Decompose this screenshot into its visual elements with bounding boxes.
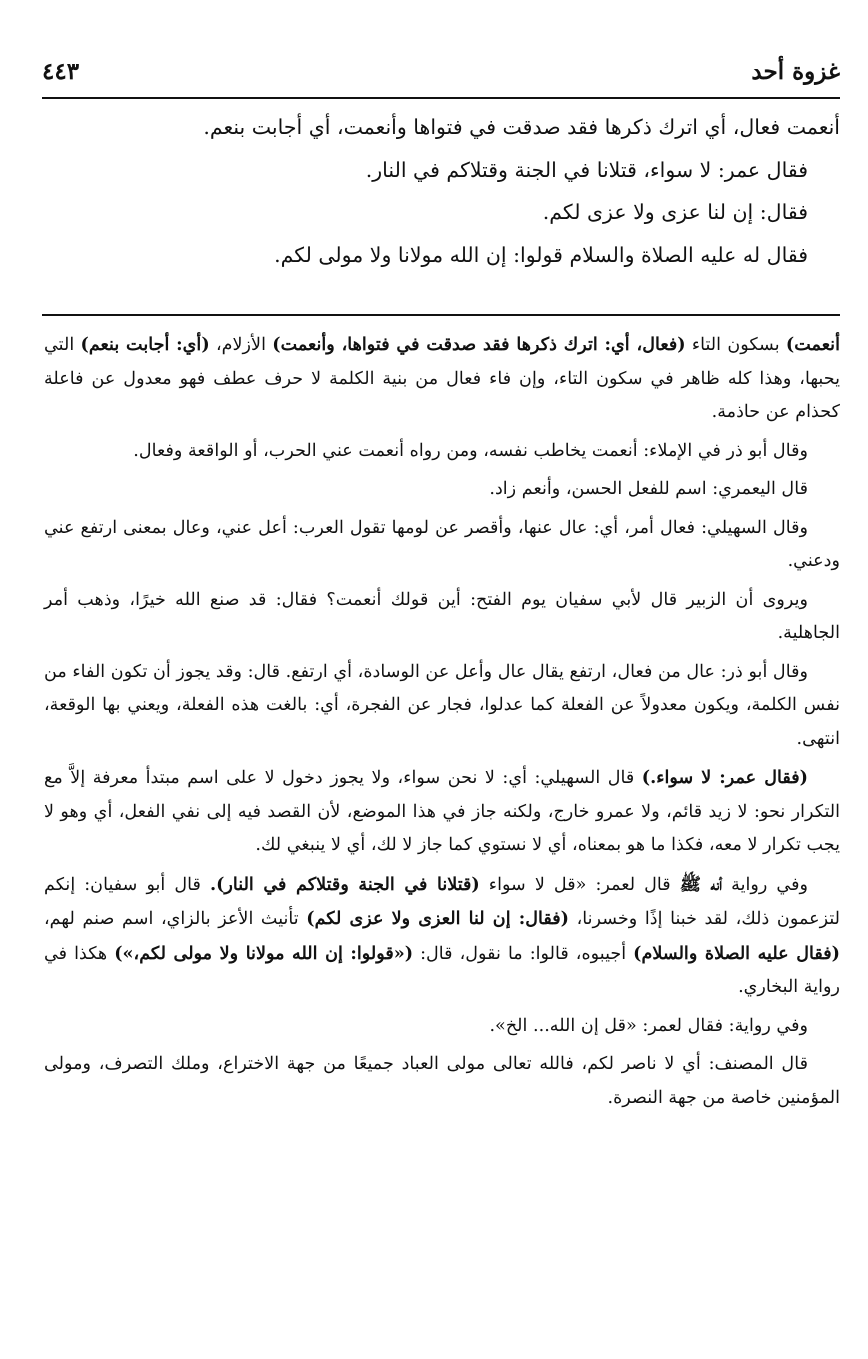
commentary-segment: وقال السهيلي: فعال أمر، أي: عال عنها، وأقصر عن لومها تقول العرب: أعل عني، وعال بمعنى ارتفع عني ودعني. xyxy=(44,517,840,571)
commentary-bold-segment: (قتلانا في الجنة وقتلاكم في النار). xyxy=(209,873,480,895)
commentary-segment: وقال أبو ذر: عال من فعال، ارتفع يقال عال وأعل عن الوسادة، أي ارتفع. قال: وقد يجوز أن تكون الفاء من نفس الكلمة، ويكون معدولاً عن الفعلة كما عدلوا، فجار عن الفجرة، أي: بالغت هذه الفعلة، ويعني بها الوقعة، انتهى. xyxy=(44,661,840,749)
header-rule xyxy=(42,97,840,99)
commentary-paragraph xyxy=(44,512,840,579)
commentary-segment: وفي رواية xyxy=(722,874,808,895)
commentary-paragraph xyxy=(44,1010,840,1044)
main-line: فقال: إن لنا عزى ولا عزى لكم. xyxy=(542,200,808,224)
commentary-segment: هكذا في رواية البخاري. xyxy=(44,943,840,997)
commentary-segment: قال السهيلي: أي: لا نحن سواء، ولا يجوز دخول لا على اسم مبتدأ معرفة إلاَّ مع التكرار نحو: لا زيد قائم، ولا عمرو خارج، ولكنه جاز في هذا الموضع، لأن القصد فيه إلى نفي الفعل، أي وهو لا يجب تكرار لا معه، فكذا ما هو بمعناه، أي لا نستوي كما جاز لا لك، أي لا ينبغي لك. xyxy=(44,768,840,855)
chapter-title: غزوة أحد xyxy=(751,58,840,85)
commentary-paragraph xyxy=(44,656,840,757)
commentary-segment: بسكون التاء xyxy=(685,335,786,355)
commentary-bold-segment: (أي: أجابت بنعم) xyxy=(80,334,210,355)
commentary-paragraph xyxy=(44,761,840,863)
commentary-bold-segment: أنعمت) xyxy=(785,334,840,355)
commentary-segment: وقال أبو ذر في الإملاء: أنعمت يخاطب نفسه، ومن رواه أنعمت عني الحرب، أو الواقعة وفعال. xyxy=(133,440,808,461)
commentary-paragraph xyxy=(44,584,840,651)
commentary-segment: تأنيث الأعز بالزاي، اسم صنم لهم، xyxy=(44,909,307,929)
commentary-bold-segment: أنه ﷺ xyxy=(679,873,723,895)
page-number: ٤٤٣ xyxy=(42,58,80,85)
commentary-bold-segment: (فقال عمر: لا سواء.) xyxy=(641,767,808,788)
main-text xyxy=(44,106,840,276)
commentary-segment: قال اليعمري: اسم للفعل الحسن، وأنعم زاد. xyxy=(489,479,808,499)
commentary-bold-segment: («قولوا: إن الله مولانا ولا مولى لكم،») xyxy=(114,942,414,964)
main-line: فقال عمر: لا سواء، قتلانا في الجنة وقتلاكم في النار. xyxy=(365,157,808,182)
commentary-segment: وفي رواية: فقال لعمر: «قل إن الله... الخ». xyxy=(489,1015,808,1036)
commentary-segment: التي يحبها، وهذا كله ظاهر في سكون التاء، وإن فاء فعال من بنية الكلمة لا حرف عطف فهو معدول عن فاعلة كحذام عن حاذمة. xyxy=(44,335,840,422)
commentary xyxy=(44,328,840,1120)
commentary-segment: ويروى أن الزبير قال لأبي سفيان يوم الفتح: أين قولك أنعمت؟ فقال: قد صنع الله خيرًا، وذهب أمر الجاهلية. xyxy=(44,589,840,643)
main-line: فقال له عليه الصلاة والسلام قولوا: إن الله مولانا ولا مولى لكم. xyxy=(274,242,808,267)
commentary-segment: أجيبوه، قالوا: ما نقول، قال: xyxy=(413,943,634,964)
commentary-paragraph xyxy=(44,1048,840,1115)
commentary-bold-segment: (فقال عليه الصلاة والسلام) xyxy=(633,942,840,964)
commentary-segment: قال المصنف: أي لا ناصر لكم، فالله تعالى مولى العباد جميعًا من جهة الاختراع، وملك التصرف، ومولى المؤمنين خاصة من جهة النصرة. xyxy=(44,1054,840,1108)
commentary-segment: قال لعمر: «قل لا سواء xyxy=(479,874,680,895)
commentary-paragraph xyxy=(44,473,840,507)
commentary-segment: قال أبو سفيان: إنكم لتزعمون ذلك، لقد خبنا إذًا وخسرنا، xyxy=(44,874,840,929)
commentary-paragraph xyxy=(44,435,840,469)
commentary-paragraph xyxy=(44,328,840,430)
commentary-bold-segment: (فقال: إن لنا العزى ولا عزى لكم) xyxy=(306,908,569,929)
commentary-segment: الأزلام، xyxy=(209,335,273,355)
commentary-rule xyxy=(42,314,840,316)
main-line: أنعمت فعال، أي اترك ذكرها فقد صدقت في فتواها وأنعمت، أي أجابت بنعم. xyxy=(203,115,840,139)
page-header xyxy=(42,56,840,96)
commentary-bold-segment: (فعال، أي: اترك ذكرها فقد صدقت في فتواها، وأنعمت) xyxy=(272,334,686,355)
commentary-paragraph xyxy=(44,868,840,1005)
